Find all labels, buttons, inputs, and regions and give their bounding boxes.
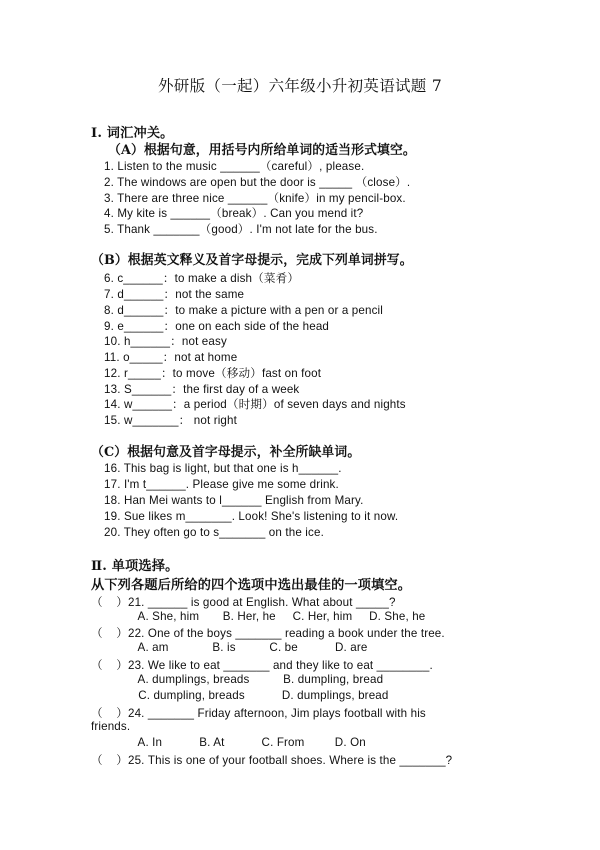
mc-options-21: A. She, him B. Her, he C. Her, him D. She, he [91, 610, 426, 623]
question-5: 5. Thank _______（good）. I'm not late for the bus. [104, 223, 378, 236]
mc-question-24: （ ）24. _______ Friday afternoon, Jim plays football with his [91, 707, 426, 720]
question-13: 13. S______：the first day of a week [104, 383, 300, 396]
question-12: 12. r_____：to move（移动）fast on foot [104, 367, 322, 380]
section2-heading: Ⅱ. 单项选择。 [91, 559, 179, 574]
question-14: 14. w______：a period（时期）of seven days and nights [104, 398, 406, 411]
question-8: 8. d______：to make a picture with a pen or a pencil [104, 304, 383, 317]
question-9: 9. e______：one on each side of the head [104, 320, 330, 333]
question-18: 18. Han Mei wants to l______ English from Mary. [104, 494, 364, 507]
section1-heading: Ⅰ. 词汇冲关。 [91, 126, 174, 141]
question-2: 2. The windows are open but the door is _____ （close）. [104, 176, 411, 189]
question-17: 17. I'm t______. Please give me some drink. [104, 478, 339, 491]
mc-question-24-cont: friends. [91, 720, 131, 733]
partA-heading: （A）根据句意，用括号内所给单词的适当形式填空。 [108, 143, 416, 158]
question-15: 15. w_______： not right [104, 414, 238, 427]
question-11: 11. o_____：not at home [104, 351, 238, 364]
question-16: 16. This bag is light, but that one is h______. [104, 462, 342, 475]
section2-instruction: 从下列各题后所给的四个选项中选出最佳的一项填空。 [91, 578, 412, 593]
mc-options-23-ab: A. dumplings, breads B. dumpling, bread [91, 673, 384, 686]
mc-question-22: （ ）22. One of the boys _______ reading a book under the tree. [91, 627, 445, 640]
mc-options-23-cd: C. dumpling, breads D. dumplings, bread [91, 689, 389, 702]
mc-options-24: A. In B. At C. From D. On [91, 736, 366, 749]
mc-options-22: A. am B. is C. be D. are [91, 641, 368, 654]
question-3: 3. There are three nice ______（knife）in my pencil-box. [104, 192, 406, 205]
page-title: 外研版（一起）六年级小升初英语试题 7 [158, 77, 442, 95]
question-1: 1. Listen to the music ______（careful）, please. [104, 160, 365, 173]
mc-question-21: （ ）21. ______ is good at English. What about _____? [91, 596, 396, 609]
question-7: 7. d______：not the same [104, 288, 245, 301]
question-4: 4. My kite is ______（break）. Can you mend it? [104, 207, 364, 220]
partB-heading: （B）根据英文释义及首字母提示，完成下列单词拼写。 [91, 253, 413, 268]
question-10: 10. h______：not easy [104, 335, 227, 348]
question-20: 20. They often go to s_______ on the ice. [104, 526, 324, 539]
partC-heading: （C）根据句意及首字母提示，补全所缺单词。 [91, 445, 361, 460]
question-6: 6. c______：to make a dish（菜肴） [104, 272, 300, 285]
mc-question-23: （ ）23. We like to eat _______ and they like to eat ________. [91, 659, 433, 672]
mc-question-25: （ ）25. This is one of your football shoes. Where is the _______? [91, 754, 453, 767]
question-19: 19. Sue likes m_______. Look! She's listening to it now. [104, 510, 399, 523]
